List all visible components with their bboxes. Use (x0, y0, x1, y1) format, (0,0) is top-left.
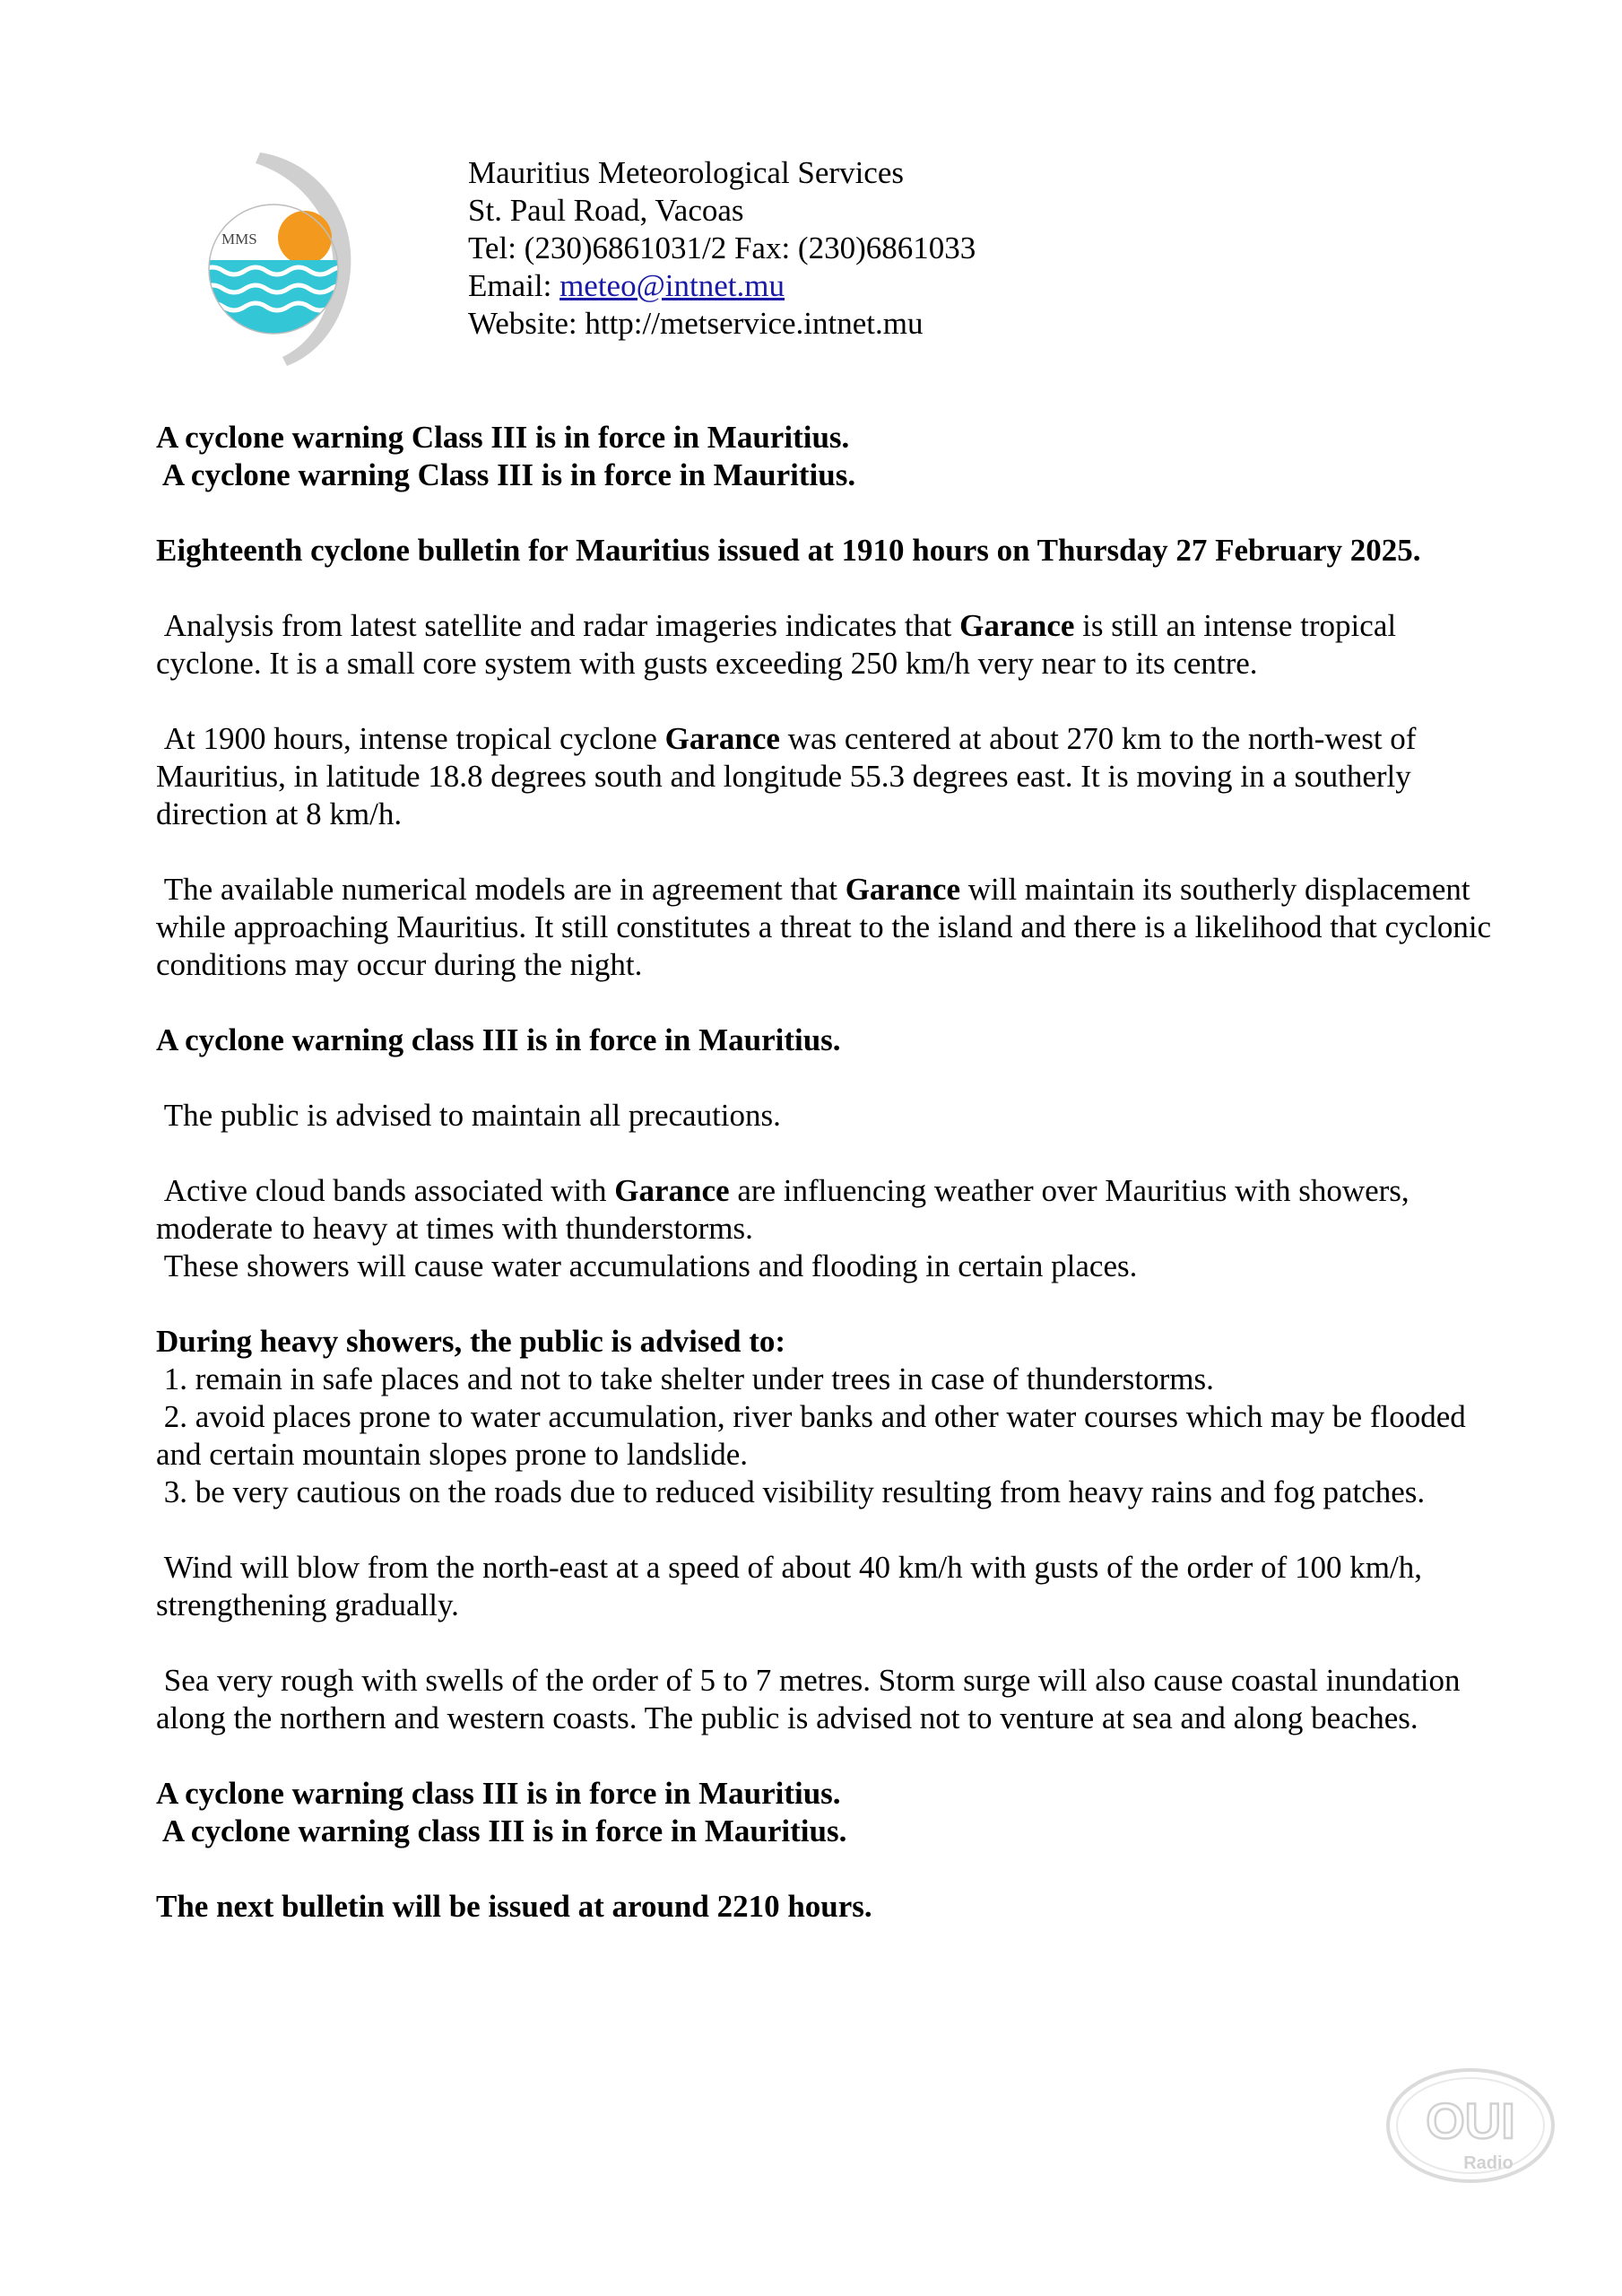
warning-top-1: A cyclone warning Class III is in force in Mauritius. (156, 420, 850, 455)
logo-text: MMS (221, 230, 257, 248)
advice-heading: During heavy showers, the public is advised to: (156, 1324, 786, 1359)
watermark-subtext: Radio (1463, 2153, 1514, 2173)
contact-header (468, 154, 976, 343)
clouds-paragraph: Active cloud bands associated with Garance are influencing weather over Mauritius with showers, moderate to heavy at times with thunderstorms. (156, 1173, 1409, 1246)
advice-item-3: 3. be very cautious on the roads due to reduced visibility resulting from heavy rains and fog patches. (156, 1474, 1426, 1509)
warning-bottom-2: A cyclone warning class III is in force in Mauritius. (156, 1813, 847, 1848)
analysis-paragraph: Analysis from latest satellite and radar imageries indicates that Garance is still an intense tropical cyclone. It is a small core system with gusts exceeding 250 km/h very near to its centre. (156, 608, 1397, 681)
precautions-paragraph: The public is advised to maintain all precautions. (156, 1098, 781, 1133)
email-line (468, 267, 976, 305)
tel-fax: Tel: (230)6861031/2 Fax: (230)6861033 (468, 230, 976, 265)
next-bulletin: The next bulletin will be issued at around 2210 hours. (156, 1889, 872, 1924)
advice-item-1: 1. remain in safe places and not to take shelter under trees in case of thunderstorms. (156, 1361, 1214, 1396)
watermark-text: OUI (1426, 2092, 1515, 2149)
logo-sun (278, 211, 332, 265)
warning-top-2: A cyclone warning Class III is in force in Mauritius. (156, 457, 856, 492)
showers-paragraph: These showers will cause water accumulations and flooding in certain places. (156, 1248, 1138, 1283)
email-link[interactable]: meteo@intnet.mu (559, 268, 785, 303)
advice-item-2: 2. avoid places prone to water accumulation, river banks and other water courses which may be flooded and certain mountain slopes prone to landslide. (156, 1399, 1474, 1472)
warning-mid: A cyclone warning class III is in force in Mauritius. (156, 1022, 841, 1057)
org-address: St. Paul Road, Vacoas (468, 193, 744, 228)
website-line: Website: http://metservice.intnet.mu (468, 306, 924, 341)
email-label: Email: (468, 268, 560, 303)
sea-paragraph: Sea very rough with swells of the order of 5 to 7 metres. Storm surge will also cause coastal inundation along the northern and western coasts. The public is advised not to venture at sea and along beaches. (156, 1663, 1469, 1735)
bulletin-title: Eighteenth cyclone bulletin for Mauritius issued at 1910 hours on Thursday 27 February 2025. (156, 533, 1421, 568)
warning-bottom-1: A cyclone warning class III is in force in Mauritius. (156, 1776, 841, 1811)
models-paragraph: The available numerical models are in agreement that Garance will maintain its southerly displacement while approaching Mauritius. It still constitutes a threat to the island and there is a likelihood that cyclonic conditions may occur during the night. (156, 872, 1492, 982)
wind-paragraph: Wind will blow from the north-east at a speed of about 40 km/h with gusts of the order of 100 km/h, strengthening gradually. (156, 1550, 1430, 1622)
mms-logo (184, 144, 363, 377)
bulletin-body (156, 419, 1492, 1926)
position-paragraph: At 1900 hours, intense tropical cyclone Garance was centered at about 270 km to the north-west of Mauritius, in latitude 18.8 degrees south and longitude 55.3 degrees east. It is moving in a southerly direction at 8 km/h. (156, 721, 1417, 831)
org-name: Mauritius Meteorological Services (468, 155, 904, 190)
oui-radio-watermark (1381, 2063, 1560, 2188)
